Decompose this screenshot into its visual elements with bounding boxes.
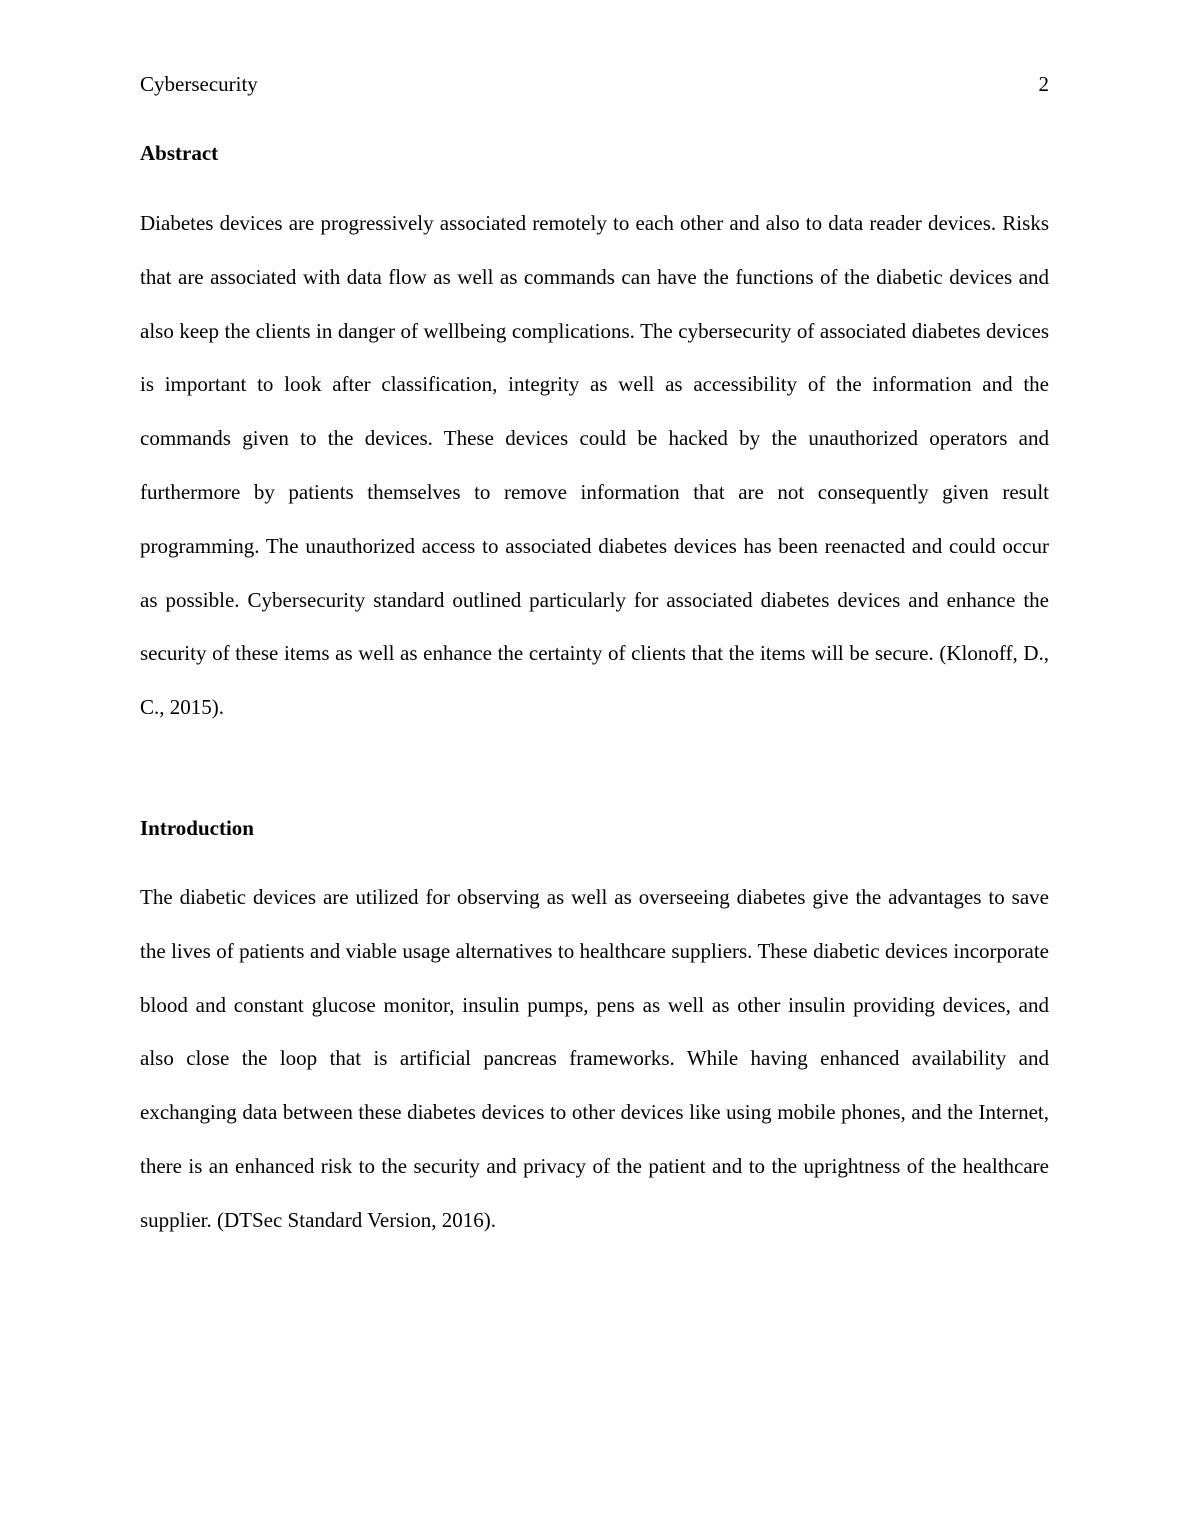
running-head-title: Cybersecurity — [140, 72, 258, 96]
abstract-paragraph: Diabetes devices are progressively associated remotely to each other and also to data reader devices. Risks that are associated with data flow as well as commands can have the functions of the diabetic devices and also keep the clients in danger of wellbeing complications. The cybersecurity of associated diabetes devices is important to look after classification, integrity as well as accessibility of the information and the commands given to the devices. These devices could be hacked by the unauthorized operators and furthermore by patients themselves to remove information that are not consequently given result programming. The unauthorized access to associated diabetes devices has been reenacted and could occur as possible. Cybersecurity standard outlined particularly for associated diabetes devices and enhance the security of these items as well as enhance the certainty of clients that the items will be secure. (Klonoff, D., C., 2015). — [140, 211, 1049, 720]
introduction-paragraph: The diabetic devices are utilized for observing as well as overseeing diabetes give the advantages to save the lives of patients and viable usage alternatives to healthcare suppliers. These diabetic devices incorporate blood and constant glucose monitor, insulin pumps, pens as well as other insulin providing devices, and also close the loop that is artificial pancreas frameworks. While having enhanced availability and exchanging data between these diabetes devices to other devices like using mobile phones, and the Internet, there is an enhanced risk to the security and privacy of the patient and to the uprightness of the healthcare supplier. (DTSec Standard Version, 2016). — [140, 885, 1049, 1232]
introduction-heading: Introduction — [140, 816, 254, 840]
page-number: 2 — [1038, 72, 1049, 96]
abstract-heading: Abstract — [140, 141, 219, 165]
